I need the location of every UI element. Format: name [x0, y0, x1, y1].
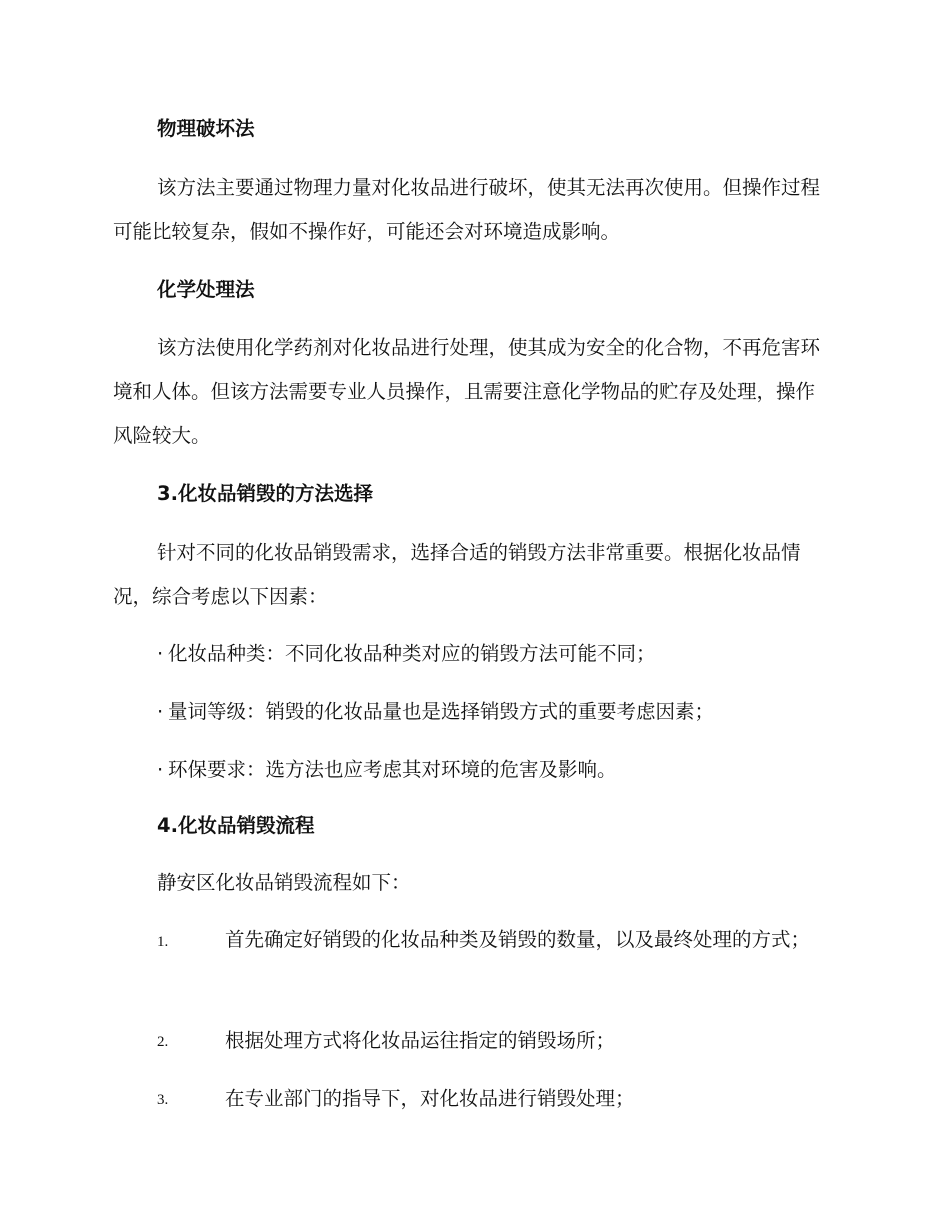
process-intro: 静安区化妆品销毁流程如下： — [157, 871, 411, 894]
bullet-marker: · — [157, 700, 164, 723]
step-text: 在专业部门的指导下，对化妆品进行销毁处理； — [225, 1087, 635, 1110]
bullet-text: 化妆品种类：不同化妆品种类对应的销毁方法可能不同； — [168, 642, 656, 665]
bullet-text: 环保要求：选方法也应考虑其对环境的危害及影响。 — [168, 758, 617, 781]
bullet-marker: · — [157, 642, 164, 665]
bullet-marker: · — [157, 758, 164, 781]
bullet-item — [157, 757, 617, 783]
paragraph-chemical-treatment: 该方法使用化学药剂对化妆品进行处理，使其成为安全的化合物，不再危害环境和人体。但该方法需要专业人员操作，且需要注意化学物品的贮存及处理，操作风险较大。 — [113, 336, 821, 447]
bullet-text: 量词等级：销毁的化妆品量也是选择销毁方式的重要考虑因素； — [168, 700, 715, 723]
bullet-item — [157, 641, 656, 667]
step-text: 首先确定好销毁的化妆品种类及销毁的数量，以及最终处理的方式； — [225, 928, 811, 951]
paragraph-physical-destruction: 该方法主要通过物理力量对化妆品进行破坏，使其无法再次使用。但操作过程可能比较复杂，假如不操作好，可能还会对环境造成影响。 — [113, 176, 821, 243]
heading-destruction-process: 4.化妆品销毁流程 — [157, 814, 315, 837]
heading-chemical-treatment: 化学处理法 — [157, 278, 255, 301]
bullet-item — [157, 699, 714, 725]
heading-method-selection: 3.化妆品销毁的方法选择 — [157, 482, 373, 505]
heading-physical-destruction: 物理破坏法 — [157, 117, 255, 140]
step-text: 根据处理方式将化妆品运往指定的销毁场所； — [225, 1029, 616, 1052]
step-number: 3. — [157, 1092, 169, 1108]
step-number: 1. — [157, 934, 169, 950]
paragraph-method-selection: 针对不同的化妆品销毁需求，选择合适的销毁方法非常重要。根据化妆品情况，综合考虑以下因素： — [113, 541, 801, 608]
step-number: 2. — [157, 1034, 169, 1050]
